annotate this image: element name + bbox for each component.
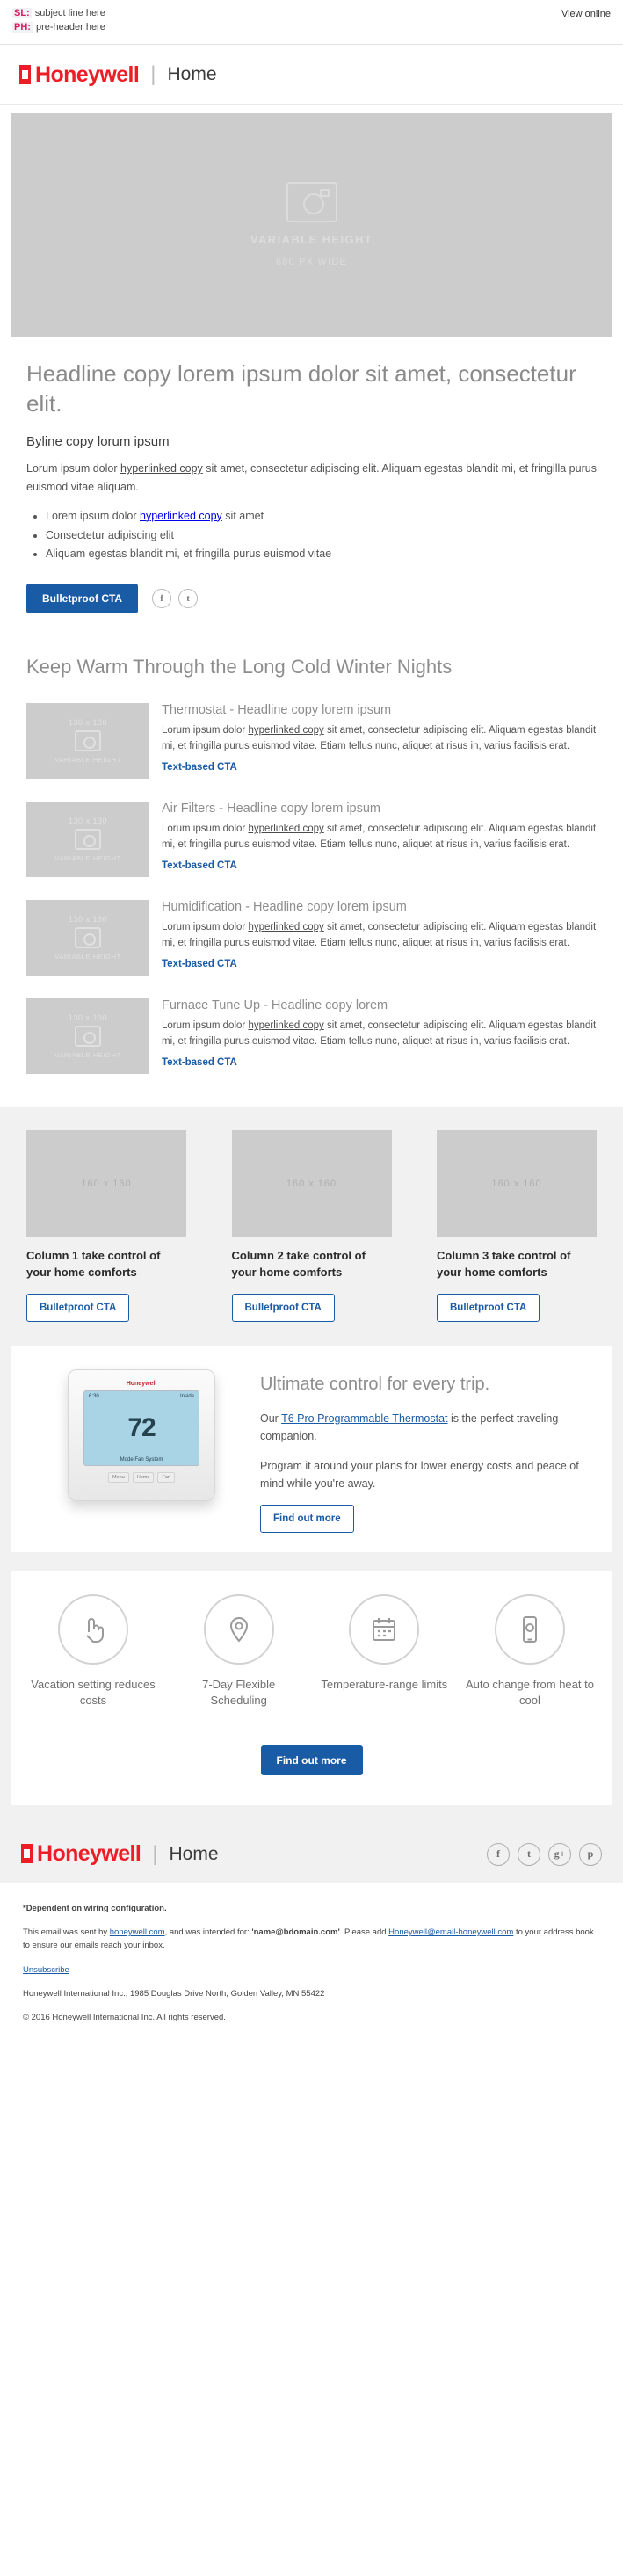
bulletproof-cta-button[interactable]: Bulletproof CTA xyxy=(26,584,138,613)
unsubscribe-line xyxy=(23,1963,600,1977)
preheader xyxy=(0,0,623,44)
legal-section xyxy=(0,1883,623,2070)
promo-p1-b: is the perfect traveling companion. xyxy=(260,1411,559,1442)
recipient-email: 'name@bdomain.com' xyxy=(251,1927,340,1938)
feature-3 xyxy=(319,1594,449,1709)
article-thumbnail xyxy=(26,802,149,877)
device-inside-label: Inside xyxy=(179,1393,194,1399)
byline: Byline copy lorum ipsum xyxy=(26,434,170,450)
hero-image-placeholder xyxy=(11,113,612,337)
thermostat-device xyxy=(68,1369,215,1501)
article-text-b: sit amet, consectetur adipiscing elit. Aliquam egestas blandit mi, et fringilla purus euismod vitae. Etiam tellus nunc, aliquet at risus in, varius facilisis erat. xyxy=(162,1020,597,1048)
preheader-tag: PH: xyxy=(14,21,31,33)
email-header xyxy=(0,44,623,105)
thumb-size-label: 130 x 130 xyxy=(68,1012,108,1022)
article-text xyxy=(162,722,597,755)
feature-2 xyxy=(174,1594,304,1709)
promo-card xyxy=(11,1346,612,1552)
promo-p1-a: Our xyxy=(260,1411,282,1425)
hand-touch-icon xyxy=(58,1594,128,1665)
section-title: Keep Warm Through the Long Cold Winter Nights xyxy=(26,656,453,678)
device-home-button: Home xyxy=(133,1472,155,1483)
device-menu-button: Menu xyxy=(108,1472,129,1483)
preheader-lines xyxy=(12,7,105,35)
bullet-text-b: sit amet xyxy=(221,509,264,522)
device-brand-label: Honeywell xyxy=(126,1380,157,1387)
footer-social-icons xyxy=(479,1843,602,1866)
column-row xyxy=(26,1130,597,1322)
article-text xyxy=(162,1018,597,1050)
article-text xyxy=(162,821,597,853)
article-body xyxy=(162,802,597,877)
honeywell-website-link[interactable]: honeywell.com xyxy=(109,1927,165,1938)
mobile-phone-icon xyxy=(495,1594,565,1665)
article-text-a: Lorum ipsum dolor xyxy=(162,724,249,736)
bullet-text-a: Consectetur adipiscing elit xyxy=(46,528,174,541)
facebook-icon[interactable]: f xyxy=(487,1843,510,1866)
list-item xyxy=(26,694,597,793)
device-buttons xyxy=(108,1472,175,1483)
article-text-a: Lorum ipsum dolor xyxy=(162,1020,249,1031)
preheader-text: pre-header here xyxy=(35,21,105,33)
subject-line-row xyxy=(12,7,105,21)
article-title: Thermostat - Headline copy lorem ipsum xyxy=(162,702,392,717)
article-thumbnail xyxy=(26,998,149,1074)
text-based-cta-link[interactable]: Text-based CTA xyxy=(162,761,237,773)
page-title: Headline copy lorem ipsum dolor sit amet, consectetur elit. xyxy=(26,359,576,417)
findout-row xyxy=(11,1730,612,1805)
text-based-cta-link[interactable]: Text-based CTA xyxy=(162,958,237,969)
view-online-link[interactable]: View online xyxy=(561,9,611,19)
unsubscribe-link[interactable]: Unsubscribe xyxy=(23,1964,69,1975)
bullet-text-a: Aliquam egestas blandit mi, et fringilla purus euismod vitae xyxy=(46,548,332,561)
footer-brand[interactable] xyxy=(21,1841,219,1867)
list-item xyxy=(46,526,597,546)
promo-body xyxy=(251,1369,591,1533)
google-plus-icon[interactable]: g+ xyxy=(548,1843,571,1866)
intro-section xyxy=(0,337,623,564)
article-text-b: sit amet, consectetur adipiscing elit. Aliquam egestas blandit mi, et fringilla purus euismod vitae. Etiam tellus nunc, aliquet at risus in, varius facilisis erat. xyxy=(162,921,597,949)
intro-cta-row xyxy=(0,564,623,613)
text-based-cta-link[interactable]: Text-based CTA xyxy=(162,860,237,871)
article-text-a: Lorum ipsum dolor xyxy=(162,823,249,834)
column-title: Column 1 take control of your home comforts xyxy=(26,1248,161,1279)
intro-social-icons xyxy=(152,589,205,608)
thumb-caption: VARIABLE HEIGHT xyxy=(54,1050,121,1059)
facebook-icon[interactable]: f xyxy=(152,589,171,608)
footer-divider: | xyxy=(152,1841,158,1866)
subject-line-tag: SL: xyxy=(14,8,30,18)
promo-image xyxy=(32,1369,251,1533)
article-title: Furnace Tune Up - Headline copy lorem xyxy=(162,998,388,1012)
article-body xyxy=(162,998,597,1074)
legal-text-b: , and was intended for: xyxy=(164,1927,252,1938)
footer-logo-text: Honeywell xyxy=(37,1841,141,1866)
column-cta-button[interactable]: Bulletproof CTA xyxy=(437,1294,540,1322)
preheader-row xyxy=(12,21,105,35)
footer-honeywell-logo[interactable] xyxy=(21,1841,141,1867)
device-temperature: 72 xyxy=(127,1412,156,1442)
pinterest-icon[interactable]: p xyxy=(579,1843,602,1866)
article-text-b: sit amet, consectetur adipiscing elit. Aliquam egestas blandit mi, et fringilla purus euismod vitae. Etiam tellus nunc, aliquet at risus in, varius facilisis erat. xyxy=(162,724,597,752)
sender-email-link[interactable]: Honeywell@email-honeywell.com xyxy=(388,1927,514,1938)
legal-sender-line xyxy=(23,1926,600,1952)
list-item xyxy=(26,990,597,1088)
article-inline-link[interactable]: hyperlinked copy xyxy=(248,724,324,736)
legal-text-a: This email was sent by xyxy=(23,1927,110,1938)
thumb-caption: VARIABLE HEIGHT xyxy=(54,853,121,862)
article-thumbnail xyxy=(26,900,149,976)
article-body xyxy=(162,900,597,976)
article-body xyxy=(162,703,597,779)
device-footer-labels: Mode Fan System xyxy=(120,1456,163,1462)
feature-1 xyxy=(28,1594,158,1709)
feature-label: Vacation setting reduces costs xyxy=(31,1677,156,1707)
article-inline-link[interactable]: hyperlinked copy xyxy=(248,823,324,834)
calendar-icon xyxy=(349,1594,419,1665)
honeywell-logo[interactable] xyxy=(19,62,139,88)
feature-label: Auto change from heat to cool xyxy=(465,1677,594,1707)
footer-subtitle: Home xyxy=(169,1843,219,1864)
twitter-icon[interactable]: t xyxy=(518,1843,540,1866)
column-cta-button[interactable]: Bulletproof CTA xyxy=(232,1294,335,1322)
image-placeholder-icon xyxy=(75,927,101,948)
thumb-caption: VARIABLE HEIGHT xyxy=(54,952,121,961)
location-pin-icon xyxy=(204,1594,274,1665)
article-thumbnail xyxy=(26,703,149,779)
intro-bullet-list xyxy=(26,507,597,565)
promo-section xyxy=(0,1346,623,1564)
honeywell-mark-icon xyxy=(21,1844,33,1863)
header-subtitle: Home xyxy=(167,64,217,85)
bullet-text-a: Lorem ipsum dolor xyxy=(46,509,140,522)
find-out-more-button[interactable]: Find out more xyxy=(261,1745,363,1775)
twitter-icon[interactable]: t xyxy=(178,589,198,608)
image-placeholder-icon xyxy=(75,1026,101,1047)
column-image-placeholder: 160 x 160 xyxy=(232,1130,392,1237)
promo-product-link[interactable]: T6 Pro Programmable Thermostat xyxy=(281,1411,448,1425)
article-title: Humidification - Headline copy lorem ipsum xyxy=(162,899,407,914)
column-title: Column 2 take control of your home comforts xyxy=(231,1248,366,1279)
column-cta-button[interactable]: Bulletproof CTA xyxy=(26,1294,129,1322)
bullet-link[interactable]: hyperlinked copy xyxy=(140,509,222,522)
device-fan-button: Fan xyxy=(157,1472,174,1483)
hero-line-1: VARIABLE HEIGHT xyxy=(250,233,373,247)
list-item xyxy=(46,545,597,564)
honeywell-logo-text: Honeywell xyxy=(35,62,140,87)
legal-text-c: . Please add xyxy=(339,1927,389,1938)
list-item xyxy=(26,891,597,990)
promo-paragraph-2: Program it around your plans for lower energy costs and peace of mind while you're away. xyxy=(260,1459,579,1490)
column-3 xyxy=(437,1130,597,1322)
honeywell-mark-icon xyxy=(19,65,31,84)
intro-body-a: Lorum ipsum dolor xyxy=(26,462,120,475)
features-section xyxy=(0,1564,623,1730)
legal-address: Honeywell International Inc., 1985 Douglas Drive North, Golden Valley, MN 55422 xyxy=(23,1988,325,1999)
legal-text-d: to your address book to ensure our emails reach your inbox. xyxy=(23,1927,594,1951)
intro-body-b: sit amet, consectetur adipiscing elit. Aliquam egestas blandit mi, et fringilla purus euismod vitae aliquam. xyxy=(26,462,597,494)
article-text xyxy=(162,919,597,952)
hero-line-2: 680 PX WIDE xyxy=(275,257,348,268)
thumb-size-label: 130 x 130 xyxy=(68,914,108,924)
thumb-size-label: 130 x 130 xyxy=(68,717,108,727)
feature-4 xyxy=(465,1594,595,1709)
feature-label: Temperature-range limits xyxy=(321,1677,448,1691)
column-image-placeholder: 160 x 160 xyxy=(437,1130,597,1237)
article-inline-link[interactable]: hyperlinked copy xyxy=(248,921,324,932)
column-1 xyxy=(26,1130,186,1322)
feature-row xyxy=(11,1571,612,1730)
article-text-b: sit amet, consectetur adipiscing elit. Aliquam egestas blandit mi, et fringilla purus euismod vitae. Etiam tellus nunc, aliquet at risus in, varius facilisis erat. xyxy=(162,823,597,851)
article-inline-link[interactable]: hyperlinked copy xyxy=(248,1020,324,1031)
text-based-cta-link[interactable]: Text-based CTA xyxy=(162,1056,237,1068)
list-item xyxy=(26,793,597,891)
image-placeholder-icon xyxy=(286,182,337,222)
promo-title: Ultimate control for every trip. xyxy=(260,1374,490,1394)
image-placeholder-icon xyxy=(75,730,101,751)
column-title: Column 3 take control of your home comforts xyxy=(437,1248,571,1279)
thumb-caption: VARIABLE HEIGHT xyxy=(54,755,121,764)
device-screen xyxy=(83,1390,199,1466)
email-footer xyxy=(0,1825,623,1883)
feature-label: 7-Day Flexible Scheduling xyxy=(202,1677,276,1707)
column-image-placeholder: 160 x 160 xyxy=(26,1130,186,1237)
promo-cta-button[interactable]: Find out more xyxy=(260,1505,354,1533)
thumb-size-label: 130 x 130 xyxy=(68,816,108,825)
intro-body xyxy=(26,460,597,496)
promo-paragraph-1 xyxy=(260,1410,591,1445)
list-item xyxy=(46,507,597,526)
legal-copyright: © 2016 Honeywell International Inc. All rights reserved. xyxy=(23,2012,226,2022)
header-brand[interactable] xyxy=(19,62,217,88)
image-placeholder-icon xyxy=(75,829,101,850)
article-title: Air Filters - Headline copy lorem ipsum xyxy=(162,801,380,816)
intro-body-link[interactable]: hyperlinked copy xyxy=(120,462,203,475)
three-column-section xyxy=(0,1107,623,1346)
subject-line-text: subject line here xyxy=(34,8,105,18)
legal-footnote: *Dependent on wiring configuration. xyxy=(23,1904,167,1913)
column-2 xyxy=(232,1130,392,1322)
article-list xyxy=(0,684,623,1107)
article-text-a: Lorum ipsum dolor xyxy=(162,921,249,932)
header-divider: | xyxy=(150,62,156,87)
findout-section xyxy=(0,1730,623,1825)
device-time: 6:30 xyxy=(89,1393,99,1399)
